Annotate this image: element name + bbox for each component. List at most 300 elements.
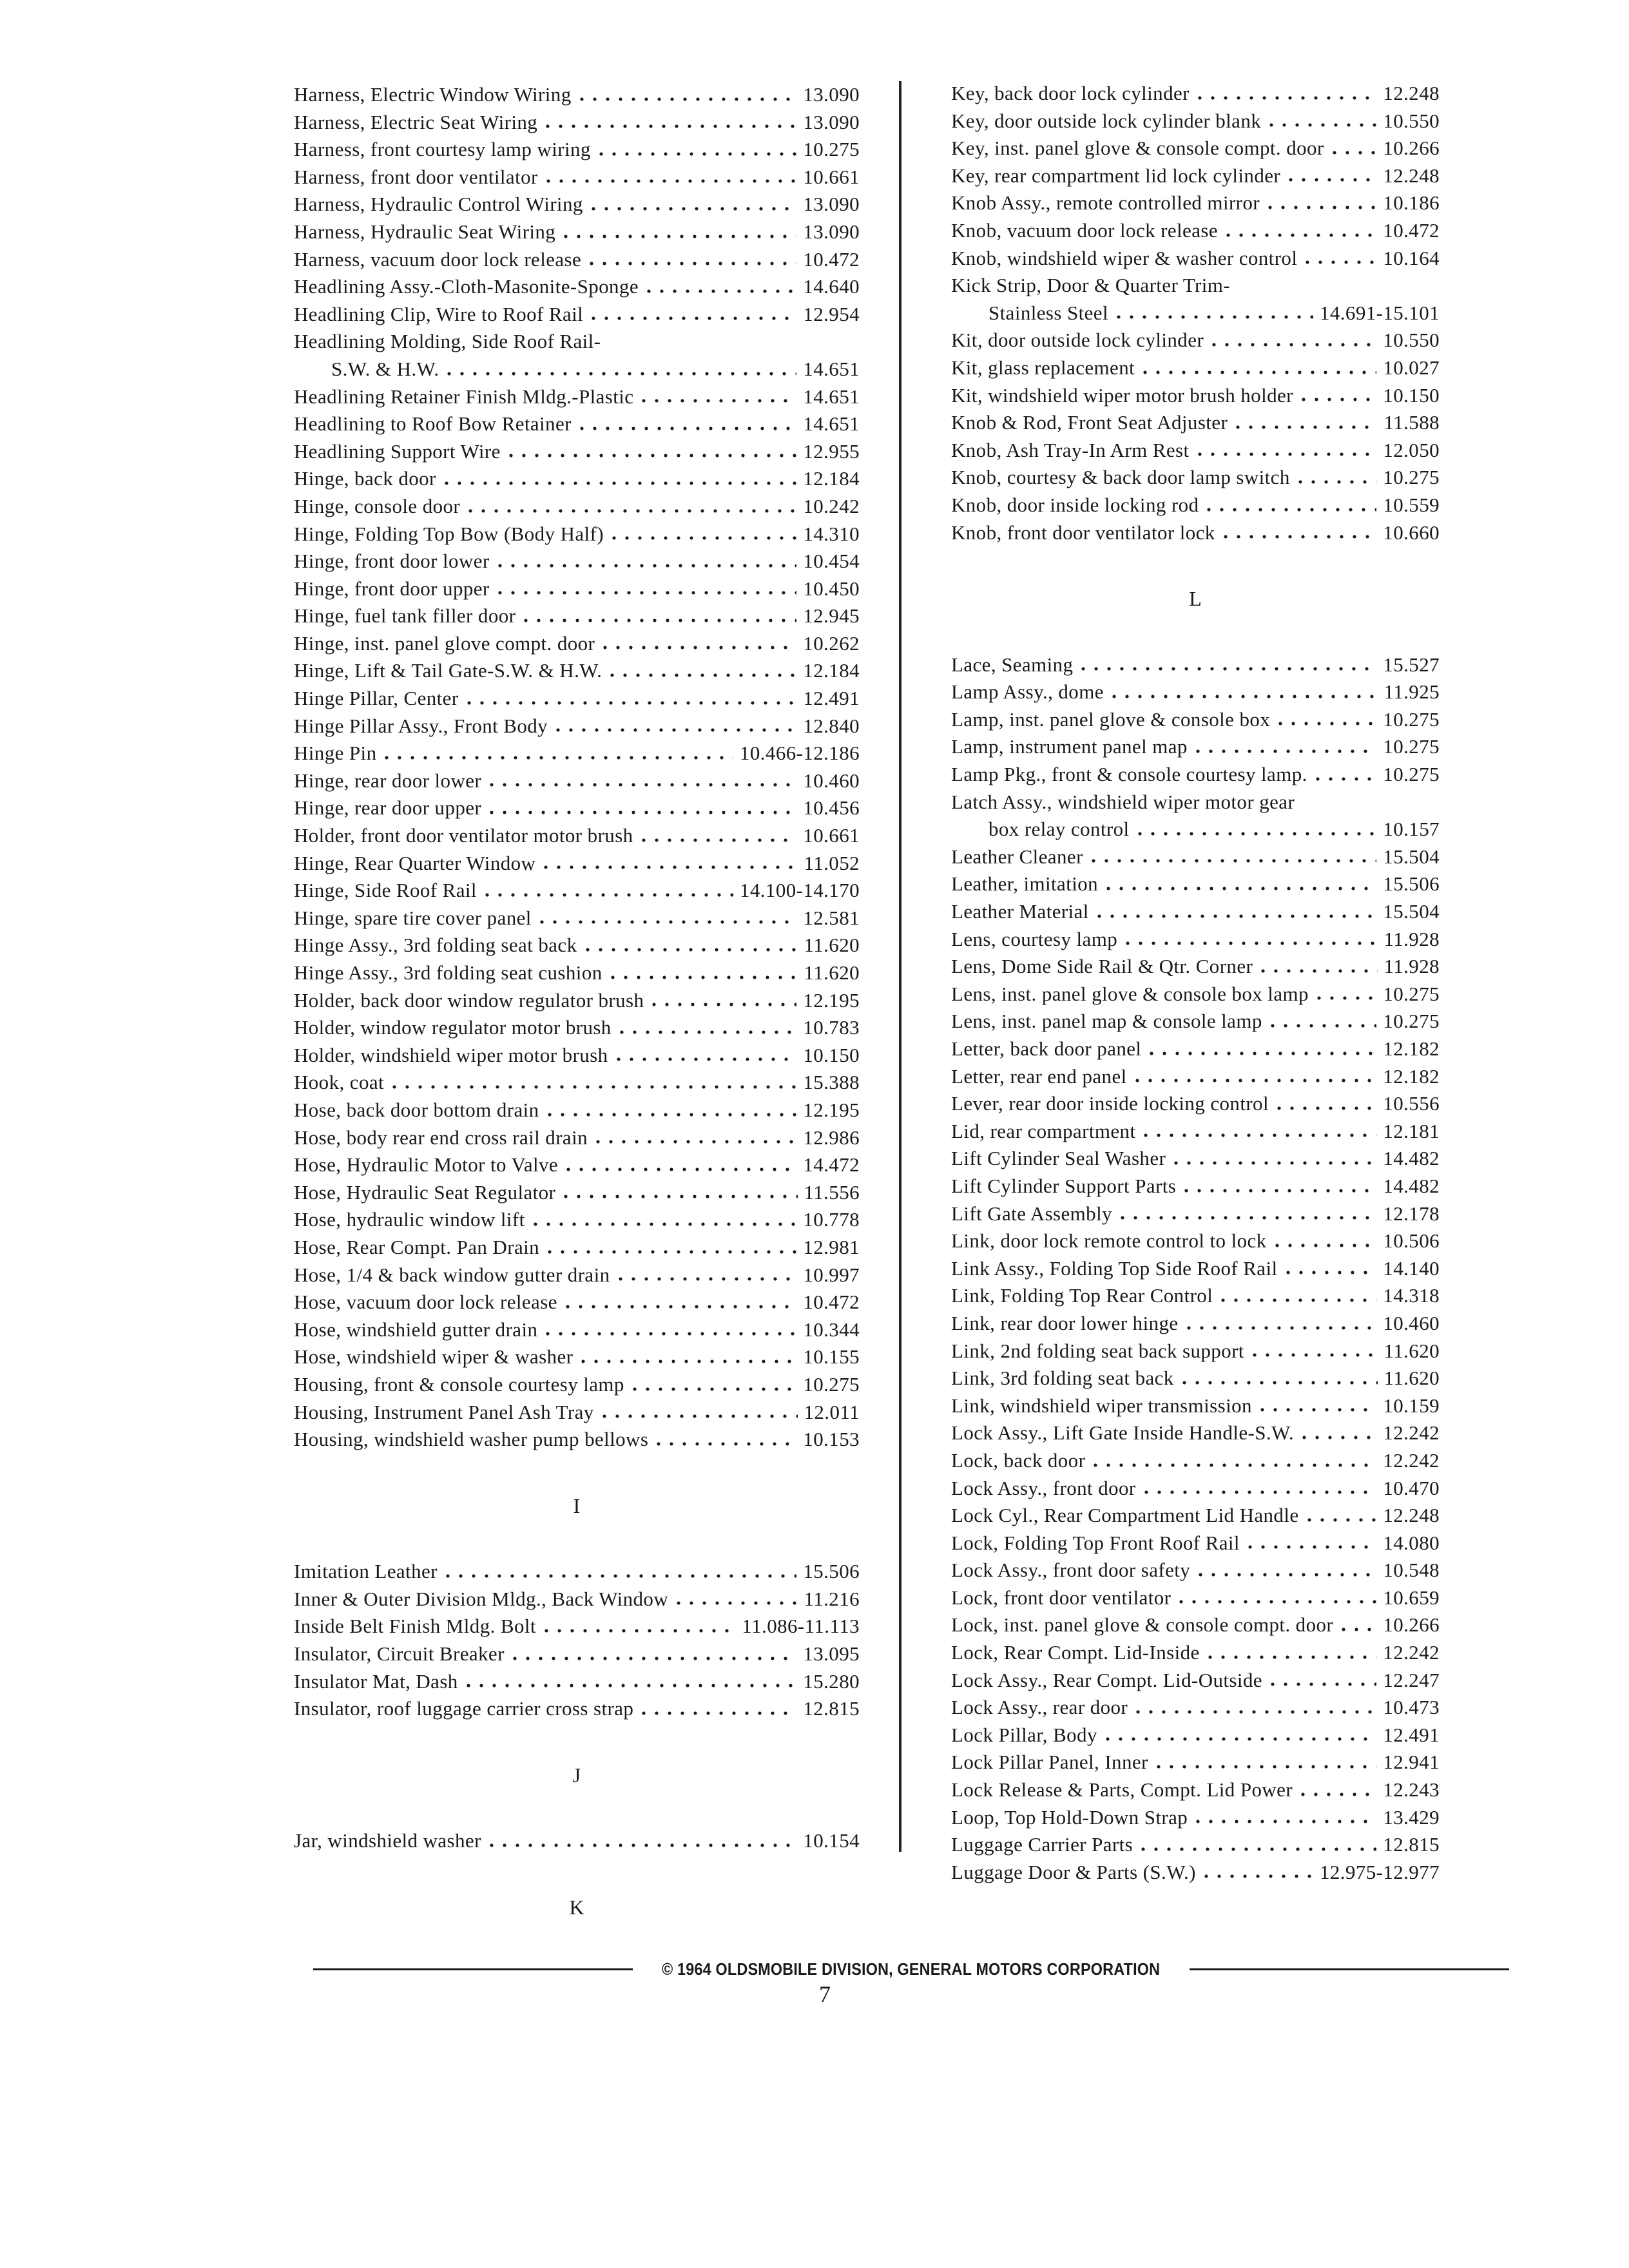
footer-rule-left bbox=[313, 1968, 633, 1970]
entry-label: Knob & Rod, Front Seat Adjuster bbox=[951, 411, 1228, 434]
entry-page-ref: 11.052 bbox=[804, 851, 860, 874]
entry-label: Lock, inst. panel glove & console compt. door bbox=[951, 1613, 1334, 1637]
entry-page-ref: 12.184 bbox=[803, 659, 860, 682]
entry-label: Hose, Rear Compt. Pan Drain bbox=[294, 1235, 540, 1258]
entry-page-ref: 14.310 bbox=[803, 522, 860, 545]
entry-label: Link, 3rd folding seat back bbox=[951, 1367, 1174, 1390]
dot-leader bbox=[1139, 369, 1376, 375]
entry-label: Luggage Door & Parts (S.W.) bbox=[951, 1860, 1196, 1883]
entry-label: Lift Cylinder Seal Washer bbox=[951, 1147, 1166, 1170]
entry-label: Hinge, spare tire cover panel bbox=[294, 906, 532, 929]
index-entry bbox=[951, 1200, 1440, 1228]
entry-label: Hose, hydraulic window lift bbox=[294, 1208, 525, 1231]
dot-leader bbox=[1133, 830, 1377, 836]
section-letter: J bbox=[572, 1763, 581, 1787]
dot-leader bbox=[388, 1083, 796, 1090]
index-entry bbox=[294, 218, 860, 246]
index-entry bbox=[294, 1069, 860, 1097]
entry-label: Leather Cleaner bbox=[951, 845, 1083, 868]
dot-leader bbox=[587, 205, 797, 211]
entry-label: Harness, Hydraulic Control Wiring bbox=[294, 193, 583, 216]
index-entry bbox=[951, 678, 1440, 706]
dot-leader bbox=[648, 1001, 796, 1007]
dot-leader bbox=[1264, 204, 1376, 210]
entry-label: Headlining Retainer Finish Mldg.-Plastic bbox=[294, 385, 634, 408]
index-entry bbox=[951, 651, 1440, 679]
entry-page-ref: 15.388 bbox=[803, 1071, 860, 1094]
dot-leader bbox=[1193, 450, 1377, 457]
entry-label: Hinge Pillar Assy., Front Body bbox=[294, 714, 548, 737]
entry-page-ref: 13.090 bbox=[803, 83, 860, 106]
entry-label: Hinge, Lift & Tail Gate-S.W. & H.W. bbox=[294, 659, 602, 682]
entry-label: Knob, vacuum door lock release bbox=[951, 218, 1219, 242]
entry-label: Holder, back door window regulator brush bbox=[294, 988, 644, 1012]
index-entry bbox=[951, 1639, 1440, 1667]
entry-label: Hinge, front door upper bbox=[294, 577, 490, 600]
index-entry bbox=[951, 733, 1440, 761]
dot-leader bbox=[1266, 1022, 1377, 1028]
entry-label: Lens, Dome Side Rail & Qtr. Corner bbox=[951, 955, 1253, 978]
dot-leader bbox=[606, 671, 796, 678]
dot-leader bbox=[559, 1193, 797, 1199]
entry-page-ref: 10.275 bbox=[1383, 763, 1440, 786]
entry-label: Hinge, back door bbox=[294, 467, 436, 490]
entry-label: Holder, window regulator motor brush bbox=[294, 1016, 612, 1039]
entry-page-ref: 10.472 bbox=[1383, 218, 1440, 242]
dot-leader bbox=[494, 562, 797, 568]
dot-leader bbox=[575, 425, 797, 431]
dot-leader bbox=[1265, 121, 1376, 128]
entry-page-ref: 10.466-12.186 bbox=[739, 742, 860, 765]
entry-page-ref: 10.164 bbox=[1383, 246, 1440, 269]
entry-page-ref: 12.981 bbox=[803, 1235, 860, 1258]
index-entry bbox=[951, 162, 1440, 190]
entry-page-ref: 14.100-14.170 bbox=[739, 879, 860, 902]
entry-page-ref: 10.783 bbox=[803, 1016, 860, 1039]
dot-leader bbox=[1301, 258, 1376, 265]
entry-page-ref: 14.482 bbox=[1383, 1147, 1440, 1170]
entry-label: Kit, windshield wiper motor brush holder bbox=[951, 383, 1293, 407]
entry-label: Imitation Leather bbox=[294, 1560, 438, 1583]
index-entry bbox=[951, 108, 1440, 135]
entry-page-ref: 13.095 bbox=[803, 1642, 860, 1666]
entry-page-ref: 14.651 bbox=[803, 412, 860, 436]
entry-page-ref: 12.182 bbox=[1383, 1064, 1440, 1088]
entry-label: Harness, Electric Seat Wiring bbox=[294, 110, 538, 133]
entry-page-ref: 15.280 bbox=[803, 1669, 860, 1693]
index-entry bbox=[951, 981, 1440, 1008]
dot-leader bbox=[615, 1028, 797, 1035]
index-entry bbox=[294, 1014, 860, 1042]
index-entry bbox=[951, 245, 1440, 273]
index-entry bbox=[951, 1667, 1440, 1695]
entry-page-ref: 12.840 bbox=[803, 714, 860, 737]
index-entry bbox=[294, 713, 860, 740]
dot-leader bbox=[1266, 1680, 1376, 1687]
entry-page-ref: 14.640 bbox=[803, 275, 860, 298]
entry-label: Hose, windshield wiper & washer bbox=[294, 1345, 574, 1369]
entry-page-ref: 12.491 bbox=[803, 687, 860, 710]
entry-page-ref: 10.661 bbox=[803, 165, 860, 188]
index-entry bbox=[294, 246, 860, 274]
index-entry-heading bbox=[951, 272, 1440, 300]
entry-page-ref: 10.556 bbox=[1383, 1092, 1440, 1115]
section-gap bbox=[951, 613, 1440, 651]
entry-page-ref: 10.262 bbox=[803, 631, 860, 655]
entry-label: Lamp, inst. panel glove & console box bbox=[951, 707, 1271, 731]
dot-leader bbox=[508, 1655, 797, 1661]
entry-label: Lock Assy., Rear Compt. Lid-Outside bbox=[951, 1668, 1262, 1691]
index-entry bbox=[951, 926, 1440, 954]
entry-page-ref: 11.216 bbox=[804, 1587, 860, 1610]
entry-page-ref: 12.243 bbox=[1383, 1778, 1440, 1802]
entry-label: Lock Assy., Lift Gate Inside Handle-S.W. bbox=[951, 1421, 1294, 1445]
index-entry bbox=[294, 1234, 860, 1262]
index-entry bbox=[294, 1586, 860, 1613]
index-entry bbox=[294, 356, 860, 383]
entry-page-ref: 10.548 bbox=[1383, 1559, 1440, 1582]
entry-label: Hinge, front door lower bbox=[294, 550, 490, 573]
entry-label: Link, rear door lower hinge bbox=[951, 1311, 1179, 1334]
dot-leader bbox=[612, 1055, 797, 1062]
entry-page-ref: 10.155 bbox=[803, 1345, 860, 1369]
index-entry bbox=[951, 1859, 1440, 1887]
index-entry bbox=[294, 1668, 860, 1696]
index-entry bbox=[294, 301, 860, 329]
entry-label: Hinge Assy., 3rd folding seat back bbox=[294, 934, 577, 957]
entry-label: Inside Belt Finish Mldg. Bolt bbox=[294, 1615, 536, 1638]
dot-leader bbox=[1121, 939, 1377, 946]
dot-leader bbox=[1116, 1214, 1376, 1220]
dot-leader bbox=[672, 1599, 797, 1606]
entry-label: Hinge, Side Roof Rail bbox=[294, 879, 477, 902]
index-entry bbox=[294, 740, 860, 767]
dot-leader bbox=[1311, 775, 1377, 782]
index-entry bbox=[951, 80, 1440, 108]
entry-page-ref: 10.460 bbox=[1383, 1311, 1440, 1334]
index-entry bbox=[294, 438, 860, 466]
dot-leader bbox=[1313, 994, 1376, 1001]
entry-label: Lock Assy., front door safety bbox=[951, 1559, 1191, 1582]
dot-leader bbox=[1175, 1598, 1376, 1604]
index-entry bbox=[294, 273, 860, 301]
entry-page-ref: 10.660 bbox=[1383, 521, 1440, 544]
index-entry bbox=[294, 1640, 860, 1668]
entry-page-ref: 12.491 bbox=[1383, 1723, 1440, 1746]
dot-leader bbox=[1337, 1626, 1376, 1632]
entry-page-ref: 11.620 bbox=[804, 961, 860, 984]
entry-label: Lens, inst. panel glove & console box lamp bbox=[951, 982, 1309, 1005]
index-entry bbox=[951, 1392, 1440, 1420]
entry-page-ref: 11.086-11.113 bbox=[742, 1615, 860, 1638]
entry-label: Luggage Carrier Parts bbox=[951, 1833, 1133, 1856]
entry-label: Hinge, inst. panel glove compt. door bbox=[294, 631, 595, 655]
index-entry bbox=[951, 1090, 1440, 1118]
entry-page-ref: 12.011 bbox=[804, 1400, 860, 1423]
entry-page-ref: 11.928 bbox=[1383, 955, 1440, 978]
index-entry bbox=[951, 761, 1440, 789]
dot-leader bbox=[559, 233, 796, 239]
dot-leader bbox=[1222, 231, 1376, 238]
entry-page-ref: 10.472 bbox=[803, 247, 860, 271]
dot-leader bbox=[462, 1682, 797, 1688]
entry-label: Headlining Assy.-Cloth-Masonite-Sponge bbox=[294, 275, 639, 298]
dot-leader bbox=[1108, 693, 1378, 699]
entry-page-ref: 12.941 bbox=[1383, 1751, 1440, 1774]
index-entry bbox=[951, 870, 1440, 898]
index-entry bbox=[294, 1558, 860, 1586]
dot-leader bbox=[542, 177, 797, 184]
dot-leader bbox=[1303, 1516, 1377, 1523]
entry-page-ref: 12.975-12.977 bbox=[1319, 1860, 1440, 1883]
dot-leader bbox=[1274, 720, 1376, 726]
dot-leader bbox=[539, 863, 797, 870]
entry-page-ref: 10.275 bbox=[1383, 707, 1440, 731]
dot-leader bbox=[1296, 1791, 1376, 1797]
entry-label: Hinge, Folding Top Bow (Body Half) bbox=[294, 522, 604, 545]
entry-page-ref: 12.181 bbox=[1383, 1119, 1440, 1142]
dot-leader bbox=[1182, 1324, 1377, 1331]
index-entry bbox=[951, 1584, 1440, 1612]
entry-page-ref: 13.090 bbox=[803, 220, 860, 243]
entry-label: Insulator, roof luggage carrier cross strap bbox=[294, 1697, 634, 1720]
index-entry bbox=[951, 437, 1440, 465]
dot-leader bbox=[540, 1627, 736, 1633]
entry-page-ref: 11.925 bbox=[1383, 680, 1440, 704]
column-divider bbox=[899, 81, 901, 1852]
dot-leader bbox=[535, 918, 797, 925]
dot-leader bbox=[1087, 857, 1377, 863]
index-entry bbox=[951, 1611, 1440, 1639]
entry-label: Lock, front door ventilator bbox=[951, 1586, 1171, 1609]
dot-leader bbox=[1282, 1269, 1377, 1275]
entry-page-ref: 10.550 bbox=[1383, 329, 1440, 352]
entry-page-ref: 10.186 bbox=[1383, 191, 1440, 215]
dot-leader bbox=[481, 891, 733, 898]
entry-page-ref: 14.482 bbox=[1383, 1174, 1440, 1197]
entry-label: Harness, Electric Window Wiring bbox=[294, 83, 572, 106]
index-entry bbox=[294, 932, 860, 959]
dot-leader bbox=[595, 150, 797, 157]
entry-label: Harness, vacuum door lock release bbox=[294, 247, 582, 271]
dot-leader bbox=[1194, 1571, 1376, 1577]
index-column-right bbox=[951, 80, 1440, 1886]
index-entry bbox=[951, 1118, 1440, 1146]
dot-leader bbox=[1191, 747, 1377, 754]
entry-label: Lock, back door bbox=[951, 1448, 1086, 1472]
dot-leader bbox=[485, 1841, 797, 1848]
dot-leader bbox=[1178, 1379, 1378, 1385]
entry-label: Holder, windshield wiper motor brush bbox=[294, 1043, 608, 1066]
entry-page-ref: 10.027 bbox=[1383, 356, 1440, 379]
index-entry bbox=[951, 1475, 1440, 1503]
index-entry bbox=[951, 1447, 1440, 1475]
entry-page-ref: 12.195 bbox=[803, 1098, 860, 1121]
index-entry bbox=[294, 1613, 860, 1640]
entry-label: Hook, coat bbox=[294, 1071, 385, 1094]
entry-label: Lock Release & Parts, Compt. Lid Power bbox=[951, 1778, 1293, 1802]
entry-label: Lock, Folding Top Front Roof Rail bbox=[951, 1531, 1240, 1554]
index-entry bbox=[951, 1338, 1440, 1365]
index-entry bbox=[294, 1316, 860, 1344]
entry-page-ref: 15.504 bbox=[1383, 845, 1440, 868]
entry-label: Lift Cylinder Support Parts bbox=[951, 1174, 1177, 1197]
entry-label: Lock Pillar Panel, Inner bbox=[951, 1751, 1148, 1774]
index-entry bbox=[951, 1365, 1440, 1392]
entry-page-ref: 11.928 bbox=[1383, 927, 1440, 950]
entry-label: Key, rear compartment lid lock cylinder bbox=[951, 164, 1281, 187]
entry-page-ref: 12.248 bbox=[1383, 1504, 1440, 1527]
dot-leader bbox=[585, 260, 796, 266]
index-entry bbox=[951, 1227, 1440, 1255]
dot-leader bbox=[380, 754, 733, 760]
dot-leader bbox=[608, 534, 796, 541]
dot-leader bbox=[1297, 396, 1376, 402]
index-entry bbox=[294, 822, 860, 850]
entry-label: Hose, windshield gutter drain bbox=[294, 1318, 538, 1341]
entry-label: Holder, front door ventilator motor brush bbox=[294, 824, 633, 847]
dot-leader bbox=[592, 1138, 796, 1144]
entry-page-ref: 11.620 bbox=[804, 934, 860, 957]
entry-label: Kick Strip, Door & Quarter Trim- bbox=[951, 274, 1230, 297]
index-column-left bbox=[294, 81, 860, 1921]
entry-page-ref: 10.454 bbox=[803, 550, 860, 573]
index-entry bbox=[951, 816, 1440, 843]
index-entry bbox=[294, 1042, 860, 1070]
dot-leader bbox=[529, 1220, 797, 1227]
entry-page-ref: 12.248 bbox=[1383, 164, 1440, 187]
dot-leader bbox=[1248, 1351, 1378, 1358]
index-entry bbox=[951, 1557, 1440, 1584]
entry-page-ref: 15.504 bbox=[1383, 900, 1440, 923]
entry-page-ref: 12.581 bbox=[803, 906, 860, 929]
entry-page-ref: 10.460 bbox=[803, 769, 860, 792]
entry-label: Key, door outside lock cylinder blank bbox=[951, 109, 1262, 132]
index-entry bbox=[294, 383, 860, 411]
entry-page-ref: 10.157 bbox=[1383, 818, 1440, 841]
dot-leader bbox=[642, 287, 796, 294]
entry-label: Hose, Hydraulic Motor to Valve bbox=[294, 1153, 559, 1177]
entry-label: Link, windshield wiper transmission bbox=[951, 1394, 1252, 1417]
index-entry bbox=[951, 217, 1440, 245]
copyright-notice: © 1964 OLDSMOBILE DIVISION, GENERAL MOTORS CORPORATION bbox=[662, 1959, 1161, 1979]
index-entry bbox=[951, 1255, 1440, 1283]
dot-leader bbox=[1200, 1872, 1313, 1879]
dot-leader bbox=[598, 1412, 798, 1419]
entry-page-ref: 11.588 bbox=[1383, 411, 1440, 434]
entry-page-ref: 12.954 bbox=[803, 302, 860, 325]
entry-label: Lamp Assy., dome bbox=[951, 680, 1104, 704]
entry-label: Knob, courtesy & back door lamp switch bbox=[951, 466, 1290, 489]
entry-page-ref: 12.242 bbox=[1383, 1448, 1440, 1472]
entry-label: Lift Gate Assembly bbox=[951, 1202, 1112, 1225]
entry-label: Hose, Hydraulic Seat Regulator bbox=[294, 1180, 556, 1204]
entry-page-ref: 10.559 bbox=[1383, 493, 1440, 516]
section-gap bbox=[294, 1519, 860, 1558]
entry-page-ref: 14.318 bbox=[1383, 1284, 1440, 1307]
index-entry bbox=[294, 191, 860, 218]
index-entry bbox=[951, 492, 1440, 519]
entry-page-ref: 10.150 bbox=[803, 1043, 860, 1066]
entry-page-ref: 10.266 bbox=[1383, 137, 1440, 160]
entry-label: Hinge Pillar, Center bbox=[294, 687, 459, 710]
entry-page-ref: 10.159 bbox=[1383, 1394, 1440, 1417]
index-entry bbox=[294, 1695, 860, 1723]
section-gap bbox=[294, 1723, 860, 1762]
entry-label: Latch Assy., windshield wiper motor gear bbox=[951, 790, 1295, 813]
dot-leader bbox=[1140, 1488, 1377, 1495]
index-entry bbox=[294, 521, 860, 548]
section-gap bbox=[951, 546, 1440, 585]
dot-leader bbox=[1139, 1131, 1376, 1138]
index-entry bbox=[951, 135, 1440, 162]
entry-label: Housing, front & console courtesy lamp bbox=[294, 1372, 624, 1396]
index-entry bbox=[294, 657, 860, 685]
entry-page-ref: 10.275 bbox=[1383, 466, 1440, 489]
dot-leader bbox=[552, 726, 796, 733]
entry-page-ref: 10.778 bbox=[803, 1208, 860, 1231]
entry-label: Hose, body rear end cross rail drain bbox=[294, 1126, 588, 1149]
footer-rule-right bbox=[1190, 1968, 1509, 1970]
dot-leader bbox=[1077, 665, 1376, 671]
entry-label: Knob, front door ventilator lock bbox=[951, 521, 1215, 544]
index-entry bbox=[294, 905, 860, 932]
dot-leader bbox=[543, 1111, 797, 1117]
dot-leader bbox=[1093, 912, 1377, 919]
entry-page-ref: 14.472 bbox=[803, 1153, 860, 1177]
entry-label: Loop, Top Hold-Down Strap bbox=[951, 1805, 1188, 1829]
entry-label: Lamp, instrument panel map bbox=[951, 735, 1188, 758]
entry-label: Lens, courtesy lamp bbox=[951, 927, 1118, 950]
dot-leader bbox=[1294, 478, 1377, 485]
dot-leader bbox=[1217, 1296, 1376, 1303]
entry-page-ref: 15.506 bbox=[803, 1560, 860, 1583]
dot-leader bbox=[1180, 1187, 1376, 1193]
dot-leader bbox=[1101, 1735, 1377, 1742]
entry-page-ref: 10.154 bbox=[803, 1829, 860, 1852]
index-entry bbox=[951, 327, 1440, 354]
entry-page-ref: 10.472 bbox=[803, 1291, 860, 1314]
dot-leader bbox=[1328, 149, 1377, 155]
index-entry bbox=[294, 1371, 860, 1399]
dot-leader bbox=[1152, 1763, 1377, 1769]
entry-label: Hose, back door bottom drain bbox=[294, 1098, 539, 1121]
index-entry bbox=[294, 850, 860, 878]
index-entry bbox=[294, 1827, 860, 1855]
index-entry bbox=[294, 548, 860, 575]
entry-page-ref: 10.450 bbox=[803, 577, 860, 600]
entry-label: Headlining to Roof Bow Retainer bbox=[294, 412, 572, 436]
dot-leader bbox=[1132, 1708, 1376, 1715]
entry-page-ref: 12.815 bbox=[1383, 1833, 1440, 1856]
entry-label: Headlining Clip, Wire to Roof Rail bbox=[294, 302, 584, 325]
section-gap bbox=[294, 1789, 860, 1827]
index-entry bbox=[951, 898, 1440, 926]
entry-page-ref: 12.178 bbox=[1383, 1202, 1440, 1225]
index-entry bbox=[294, 136, 860, 164]
dot-leader bbox=[1298, 1434, 1376, 1440]
dot-leader bbox=[541, 1330, 796, 1336]
dot-leader bbox=[614, 1275, 797, 1282]
entry-label: Link, 2nd folding seat back support bbox=[951, 1339, 1244, 1362]
index-entry bbox=[951, 464, 1440, 492]
index-entry bbox=[294, 685, 860, 713]
entry-label: Lock Pillar, Body bbox=[951, 1723, 1097, 1746]
dot-leader bbox=[637, 397, 796, 403]
index-entry bbox=[294, 602, 860, 630]
section-letter: L bbox=[1189, 587, 1202, 611]
index-entry bbox=[294, 877, 860, 905]
